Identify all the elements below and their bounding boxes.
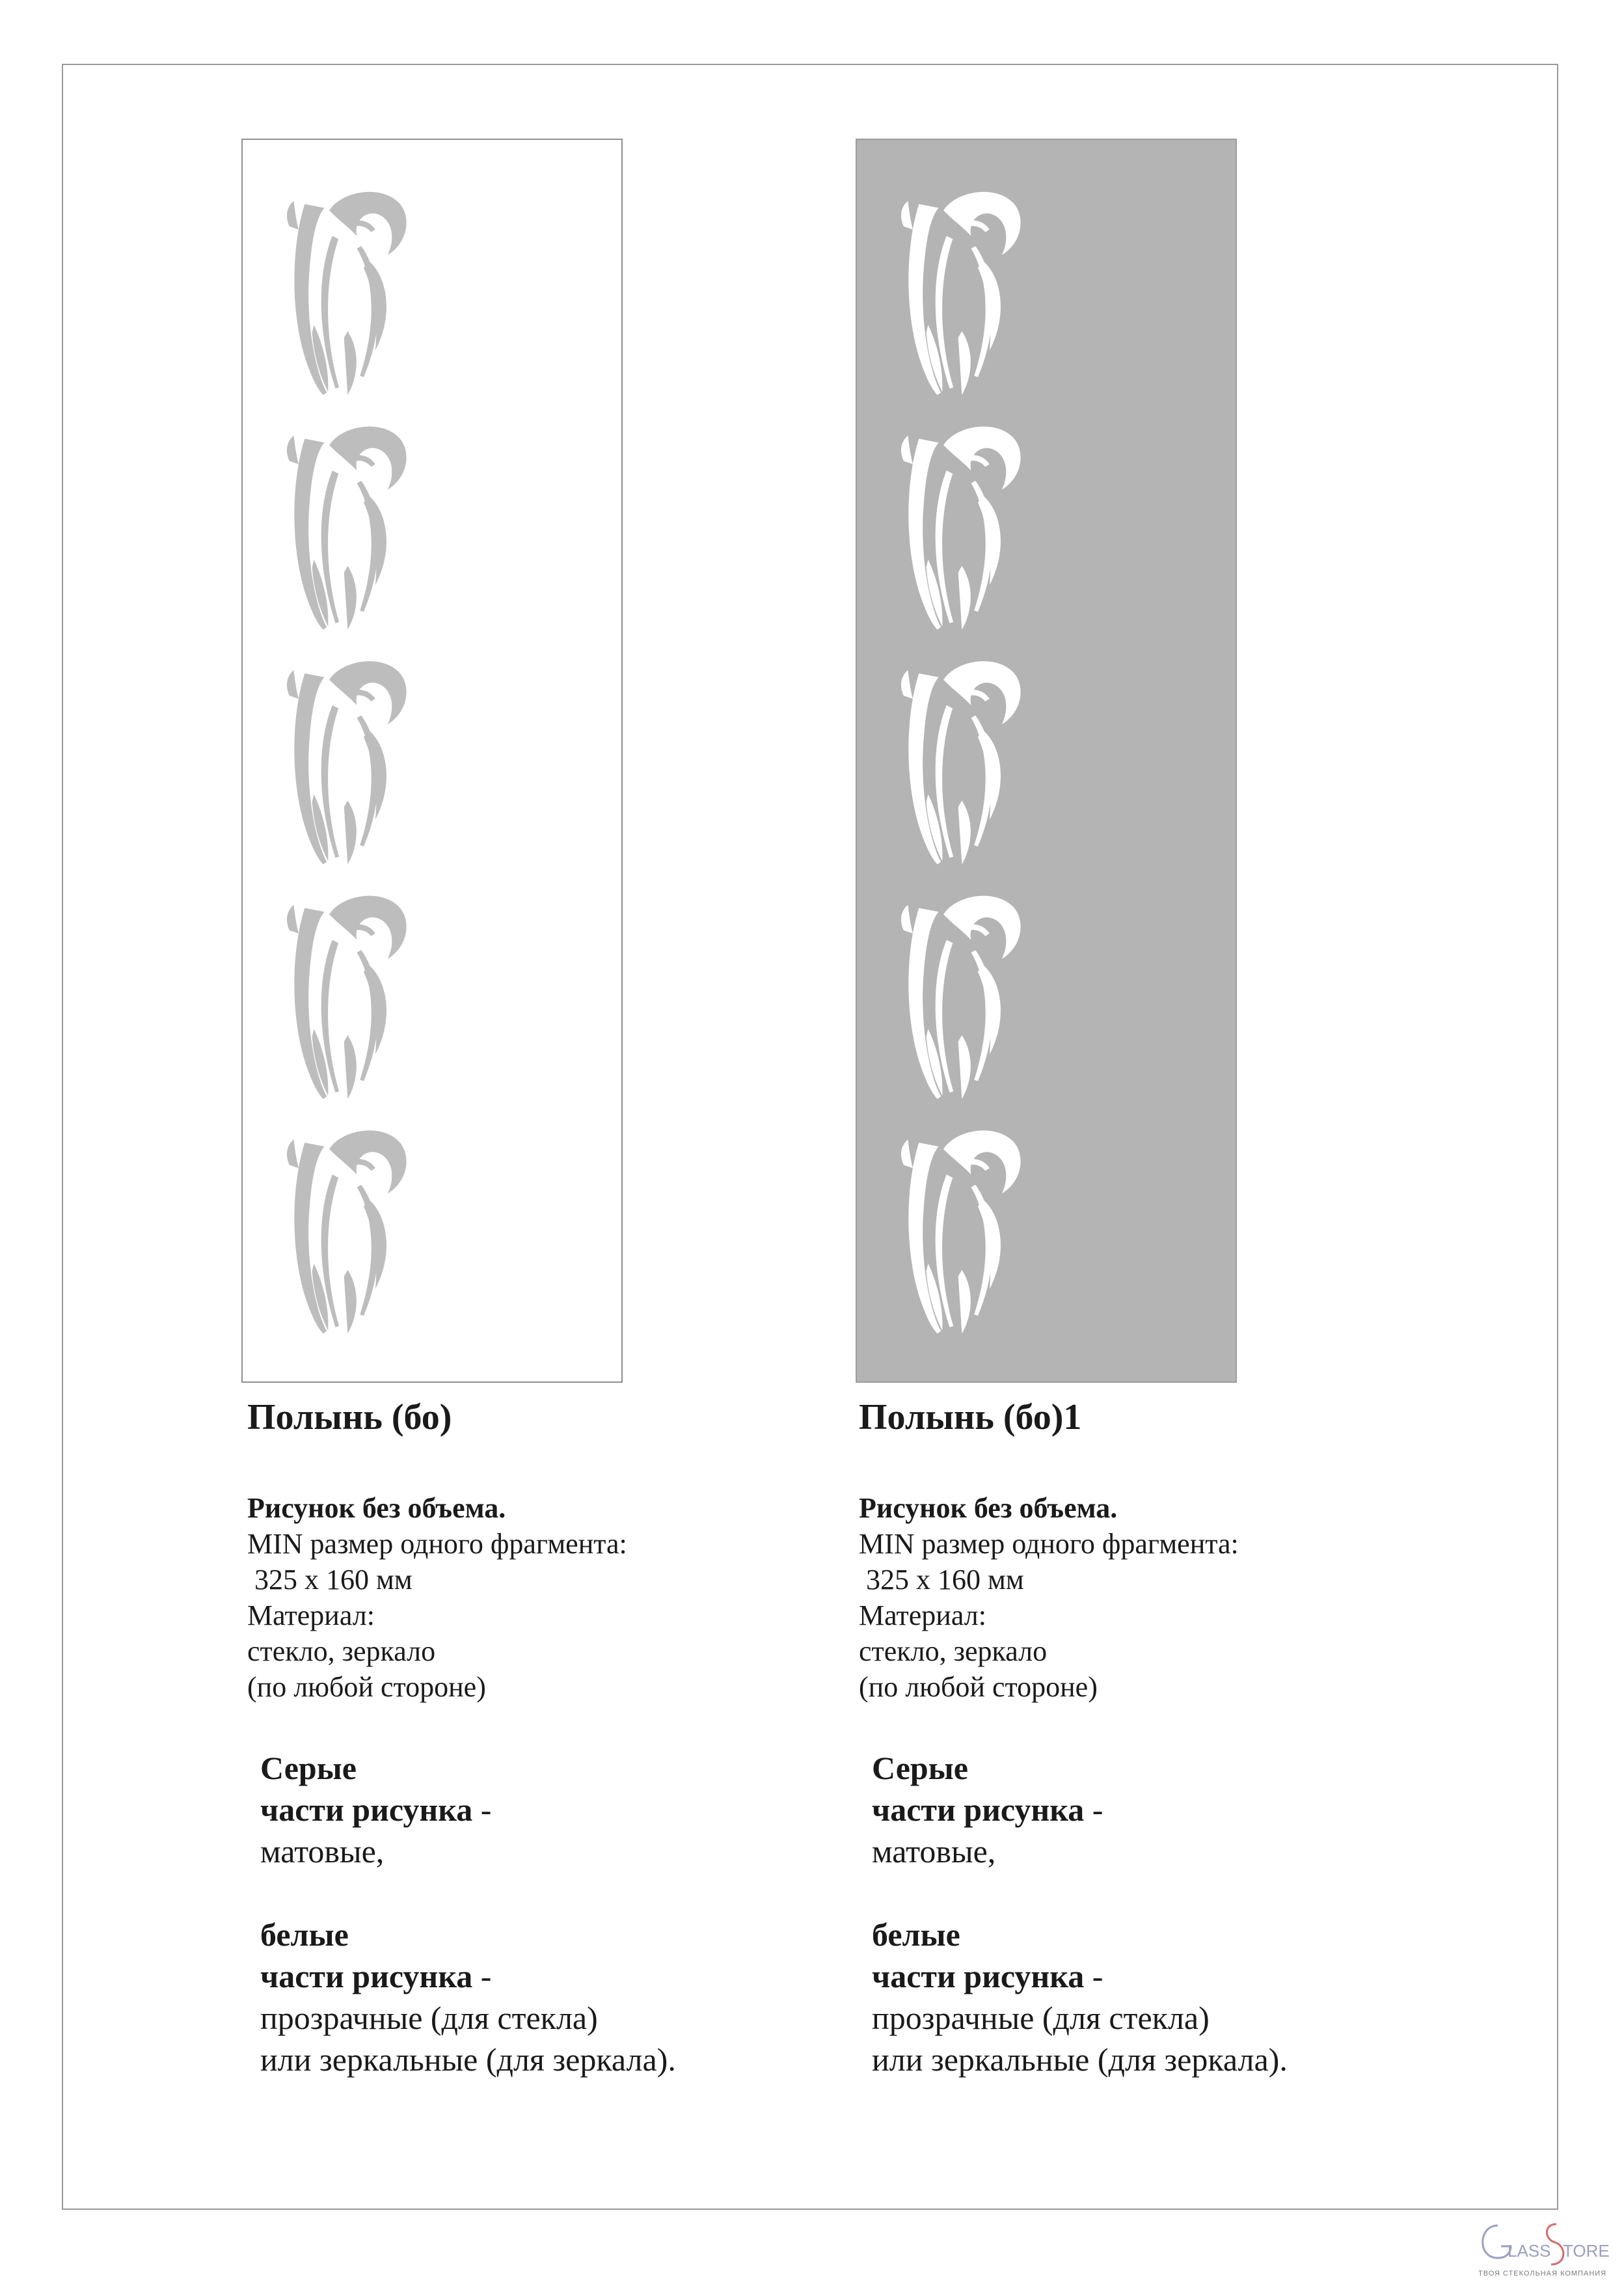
ornament-motif	[287, 1130, 407, 1333]
note-line: белые	[260, 1916, 349, 1953]
ornament-stroke	[287, 201, 299, 230]
note-bold: части рисунка	[260, 1791, 473, 1828]
note-line	[872, 1955, 1444, 1997]
ornament-motif	[901, 661, 1021, 864]
note-line: матовые,	[260, 1833, 385, 1869]
desc-line: (по любой стороне)	[859, 1671, 1098, 1703]
note-line: прозрачные (для стекла)	[260, 2000, 598, 2036]
ornament-stroke	[287, 905, 299, 934]
note-line	[260, 1789, 833, 1830]
ornament-motif	[287, 426, 407, 629]
ornament-motif	[901, 896, 1021, 1099]
text-column-right	[859, 1399, 1444, 2080]
glassstore-logo	[1472, 2212, 1615, 2277]
ornament-stroke	[958, 1270, 971, 1334]
notes-block	[872, 1747, 1444, 2080]
ornament-stroke	[287, 435, 299, 464]
ornament-stroke	[958, 566, 971, 630]
logo-text-a: LASS	[1508, 2241, 1551, 2261]
desc-line: 325 х 160 мм	[247, 1564, 413, 1596]
ornament-stroke	[287, 670, 299, 699]
note-line: или зеркальные (для зеркала).	[872, 2041, 1288, 2078]
desc-line: Рисунок без объема.	[247, 1492, 506, 1524]
ornament-stroke	[901, 435, 913, 464]
note-dash: -	[472, 1958, 492, 1994]
note-dash: -	[1084, 1791, 1103, 1828]
desc-line: Рисунок без объема.	[859, 1492, 1118, 1524]
note-dash: -	[472, 1791, 492, 1828]
ornament-column-light	[243, 140, 621, 1381]
ornament-motif	[287, 896, 407, 1099]
pattern-panel-light	[241, 139, 623, 1383]
ornament-motif	[901, 192, 1021, 395]
desc-line: MIN размер одного фрагмента:	[247, 1528, 627, 1560]
pattern-panel-dark	[856, 139, 1237, 1383]
note-dash: -	[1084, 1958, 1103, 1994]
ornament-stroke	[901, 1139, 913, 1168]
ornament-stroke	[344, 1035, 357, 1099]
ornament-stroke	[287, 1139, 299, 1168]
desc-line: Материал:	[247, 1599, 375, 1631]
ornament-column-dark	[857, 140, 1236, 1381]
ornament-stroke	[344, 566, 357, 630]
note-bold: части рисунка	[260, 1958, 473, 1994]
note-line	[260, 1955, 833, 1997]
ornament-stroke	[901, 201, 913, 230]
ornament-stroke	[958, 800, 971, 864]
desc-line: Материал:	[859, 1599, 986, 1631]
desc-line: MIN размер одного фрагмента:	[859, 1528, 1239, 1560]
variant-title: Полынь (бо)	[247, 1397, 452, 1437]
ornament-stroke	[958, 331, 971, 395]
note-line: матовые,	[872, 1833, 996, 1869]
ornament-motif	[901, 1130, 1021, 1333]
desc-line: стекло, зеркало	[247, 1635, 436, 1667]
note-bold: части рисунка	[872, 1791, 1085, 1828]
ornament-stroke	[901, 670, 913, 699]
note-line: прозрачные (для стекла)	[872, 2000, 1210, 2036]
ornament-stroke	[344, 800, 357, 864]
ornament-stroke	[901, 905, 913, 934]
description-block	[247, 1490, 833, 1705]
logo-tagline: ТВОЯ СТЕКОЛЬНАЯ КОМПАНИЯ	[1478, 2270, 1607, 2277]
note-line: Серые	[260, 1750, 357, 1786]
notes-block	[260, 1747, 833, 2080]
note-line: белые	[872, 1916, 960, 1953]
logo-text-b: TORE	[1563, 2241, 1610, 2261]
note-line: Серые	[872, 1750, 968, 1786]
note-line: или зеркальные (для зеркала).	[260, 2041, 676, 2078]
ornament-motif	[287, 661, 407, 864]
ornament-stroke	[344, 1270, 357, 1334]
ornament-stroke	[958, 1035, 971, 1099]
desc-line: (по любой стороне)	[247, 1671, 486, 1703]
note-line	[872, 1789, 1444, 1830]
ornament-stroke	[344, 331, 357, 395]
variant-title: Полынь (бо)1	[859, 1397, 1082, 1437]
ornament-motif	[287, 192, 407, 395]
ornament-motif	[901, 426, 1021, 629]
desc-line: 325 х 160 мм	[859, 1564, 1024, 1596]
description-block	[859, 1490, 1444, 1705]
text-column-left	[247, 1399, 833, 2080]
desc-line: стекло, зеркало	[859, 1635, 1048, 1667]
note-bold: части рисунка	[872, 1958, 1085, 1994]
